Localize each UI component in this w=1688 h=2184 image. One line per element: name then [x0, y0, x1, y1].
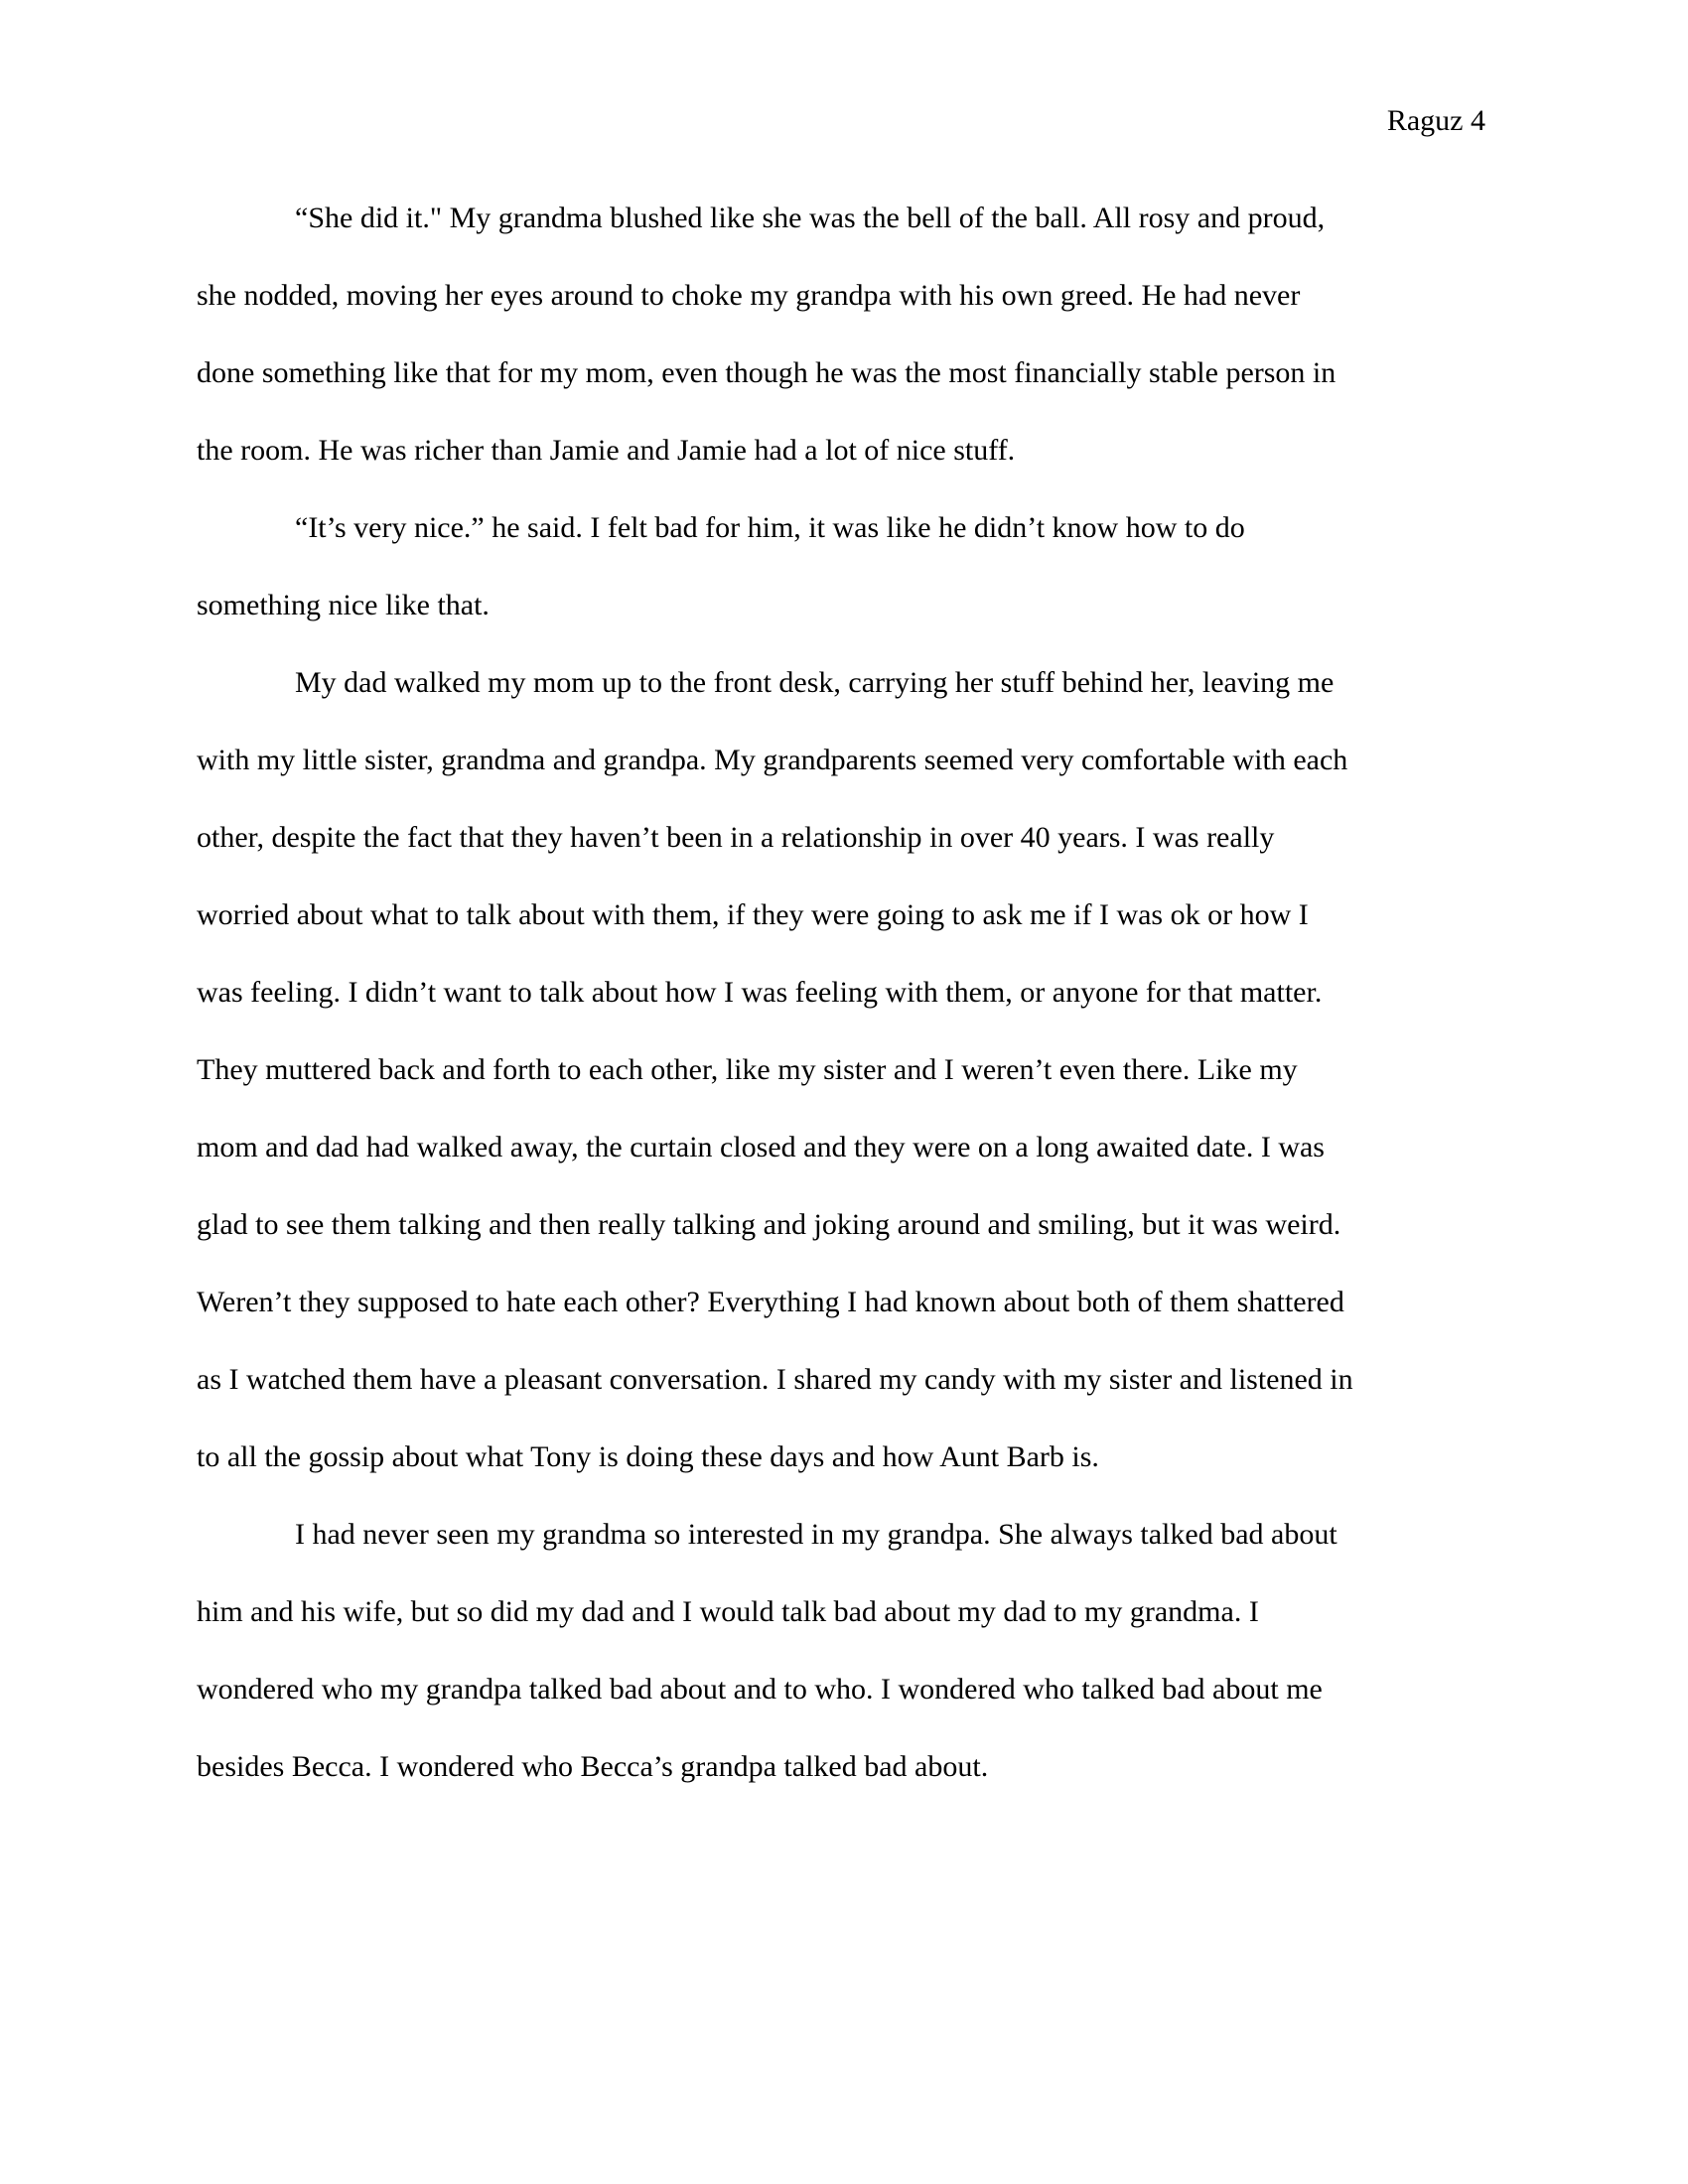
body-line: They muttered back and forth to each other, like my sister and I weren’t even there. Like my: [197, 1053, 1298, 1086]
body-line: besides Becca. I wondered who Becca’s grandpa talked bad about.: [197, 1750, 989, 1783]
body-line: the room. He was richer than Jamie and Jamie had a lot of nice stuff.: [197, 434, 1016, 467]
body-line: wondered who my grandpa talked bad about and to who. I wondered who talked bad about me: [197, 1673, 1323, 1706]
body-line: him and his wife, but so did my dad and I would talk bad about my dad to my grandma. I: [197, 1595, 1259, 1628]
body-line: done something like that for my mom, even though he was the most financially stable person in: [197, 356, 1336, 389]
body-line: “It’s very nice.” he said. I felt bad for him, it was like he didn’t know how to do: [295, 511, 1245, 544]
body-line: worried about what to talk about with them, if they were going to ask me if I was ok or how I: [197, 898, 1309, 931]
body-line: “She did it." My grandma blushed like she was the bell of the ball. All rosy and proud,: [295, 202, 1326, 234]
body-line: was feeling. I didn’t want to talk about how I was feeling with them, or anyone for that matter.: [197, 976, 1323, 1009]
body-line: Weren’t they supposed to hate each other? Everything I had known about both of them shattered: [197, 1286, 1344, 1318]
body-line: I had never seen my grandma so interested in my grandpa. She always talked bad about: [295, 1518, 1337, 1551]
body-line: something nice like that.: [197, 589, 490, 621]
body-line: she nodded, moving her eyes around to choke my grandpa with his own greed. He had never: [197, 279, 1301, 312]
body-line: with my little sister, grandma and grandpa. My grandparents seemed very comfortable with each: [197, 744, 1348, 776]
body-line: glad to see them talking and then really talking and joking around and smiling, but it was weird.: [197, 1208, 1341, 1241]
body-line: My dad walked my mom up to the front desk, carrying her stuff behind her, leaving me: [295, 666, 1335, 699]
body-line: as I watched them have a pleasant conversation. I shared my candy with my sister and listened in: [197, 1363, 1353, 1396]
body-line: to all the gossip about what Tony is doing these days and how Aunt Barb is.: [197, 1440, 1099, 1473]
body-line: mom and dad had walked away, the curtain closed and they were on a long awaited date. I was: [197, 1131, 1325, 1163]
running-head: Raguz 4: [1386, 104, 1485, 137]
body-line: other, despite the fact that they haven’t been in a relationship in over 40 years. I was really: [197, 821, 1275, 854]
